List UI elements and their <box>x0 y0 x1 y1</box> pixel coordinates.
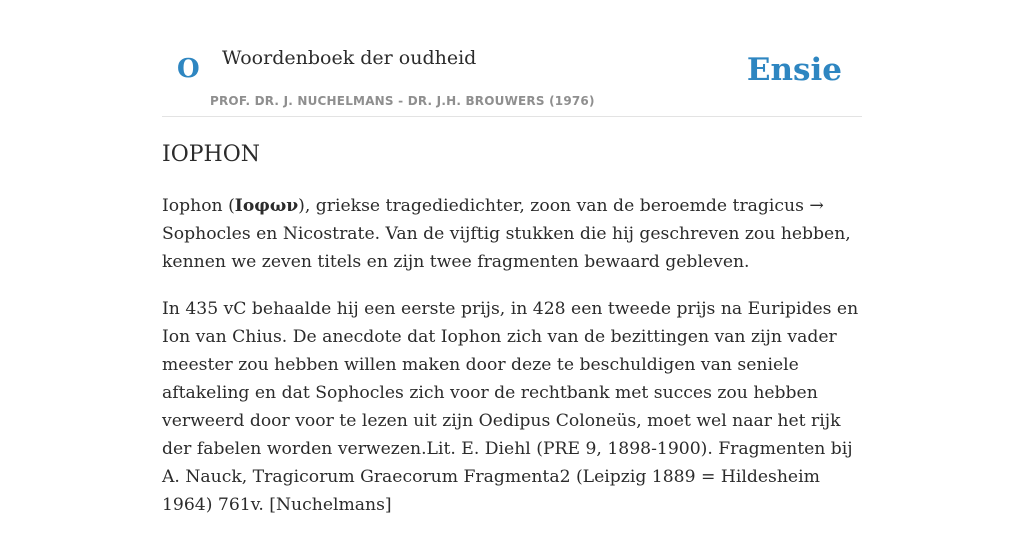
paragraph-text: Iophon ( <box>162 196 235 216</box>
arrow-right-icon: → <box>809 196 824 216</box>
paragraph-text: ), griekse tragediedichter, zoon van de beroemde tragicus <box>298 196 810 216</box>
book-authors: PROF. DR. J. NUCHELMANS - DR. J.H. BROUWERS (1976) <box>210 94 595 108</box>
brand-logo[interactable]: Ensie <box>746 52 842 88</box>
entry-body <box>162 192 862 538</box>
article-header <box>162 0 862 117</box>
paragraph-text: en Nicostrate. Van de vijftig stukken die hij geschreven zou hebben, kennen we zeven titels en zijn twee fragmenten bewaard gebleven. <box>162 224 851 272</box>
entry-paragraph-1 <box>162 192 862 276</box>
letter-index[interactable]: O <box>177 54 200 84</box>
cross-reference-label: Sophocles <box>162 224 251 244</box>
entry-title: IOPHON <box>162 142 261 167</box>
entry-paragraph-2: In 435 vC behaalde hij een eerste prijs, in 428 een tweede prijs na Euripides en Ion van Chius. De anecdote dat Iophon zich van de bezittingen van zijn vader meester zou hebben willen maken door deze te beschuldigen van seniele aftakeling en dat Sophocles zich voor de rechtbank met succes zou hebben verweerd door voor te lezen uit zijn Oedipus Coloneüs, moet wel naar het rijk der fabelen worden verwezen.Lit. E. Diehl (PRE 9, 1898-1900). Fragmenten bij A. Nauck, Tragicorum Graecorum Fragmenta2 (Leipzig 1889 = Hildesheim 1964) 761v. [Nuchelmans] <box>162 299 859 515</box>
article-page <box>162 0 862 515</box>
book-title: Woordenboek der oudheid <box>222 47 477 69</box>
greek-name: Ιοφων <box>234 196 299 216</box>
